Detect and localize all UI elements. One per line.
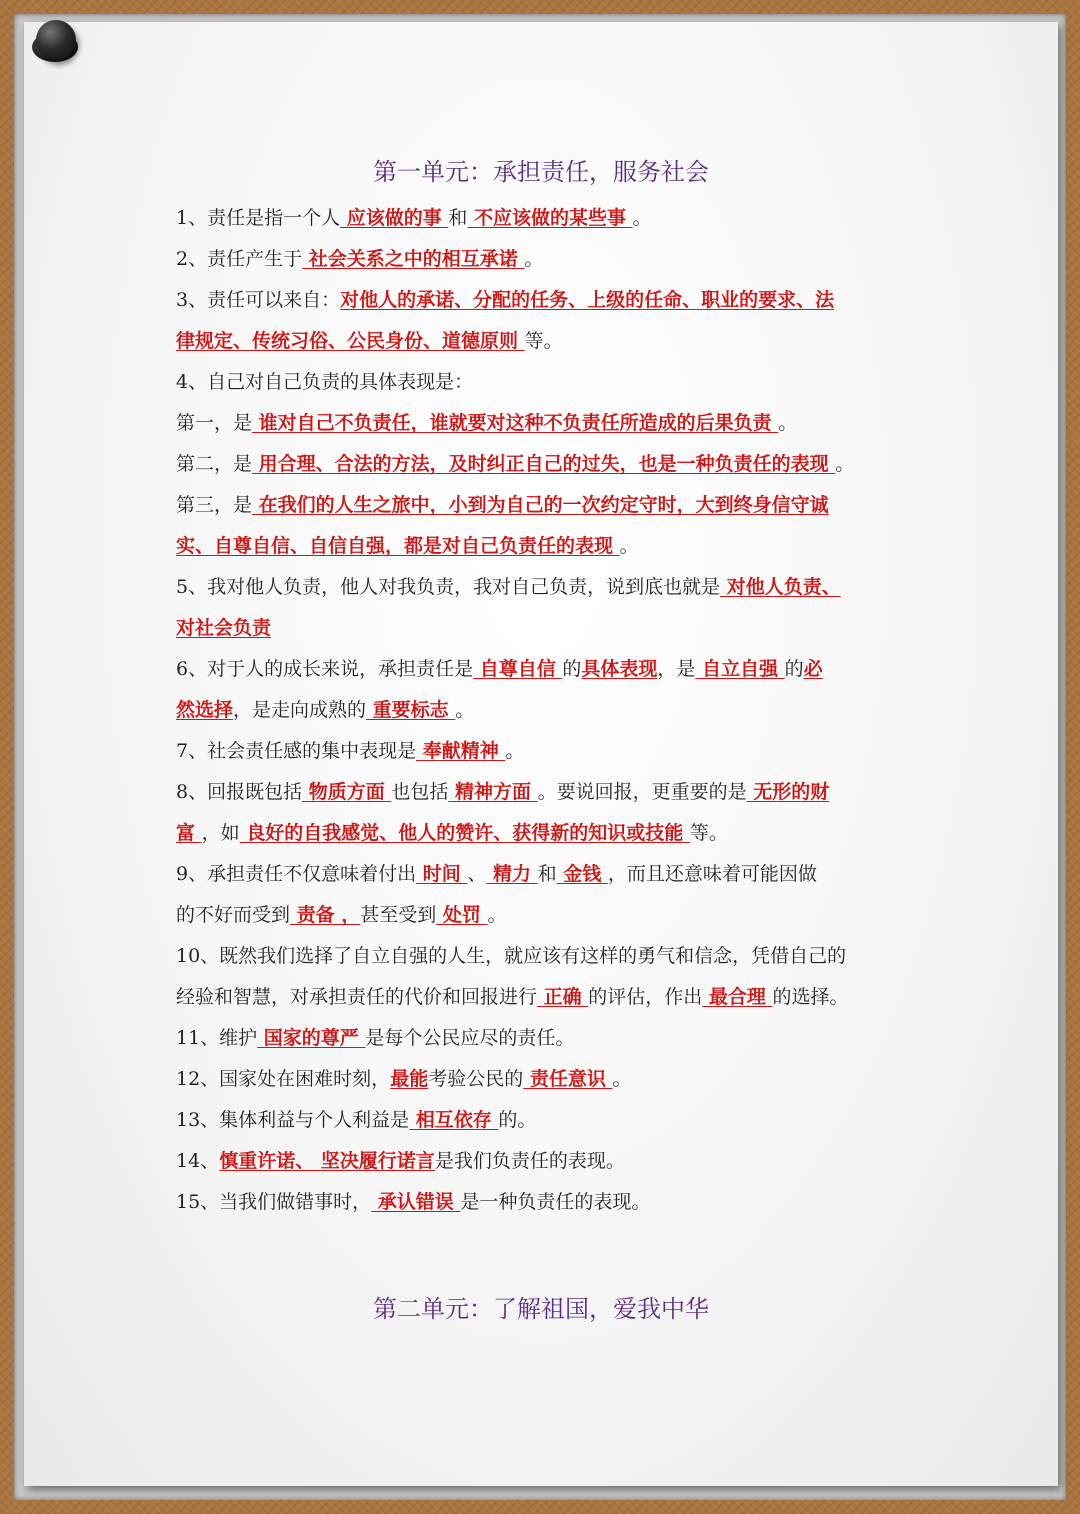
- answer: 良好的自我感觉、他人的赞许、获得新的知识或技能: [239, 822, 690, 844]
- pushpin-icon: [32, 16, 78, 68]
- answer: 最能: [390, 1068, 429, 1090]
- question-10: 10、既然我们选择了自立自强的人生，就应该有这样的勇气和信念，凭借自己的: [176, 945, 847, 967]
- answer: 奉献精神: [416, 740, 506, 762]
- answer: 国家的尊严: [257, 1027, 366, 1049]
- answer: 不应该做的某些事: [467, 207, 633, 229]
- answer: 金钱: [556, 863, 608, 885]
- answer: 物质方面: [302, 781, 392, 803]
- unit2-title: 第二单元：了解祖国，爱我中华: [373, 1295, 709, 1323]
- question-11: 11、维护 国家的尊严 是每个公民应尽的责任。: [176, 1027, 575, 1049]
- question-5-cont: [176, 608, 906, 649]
- answer: 然选择: [176, 699, 234, 721]
- answer: 必: [803, 658, 823, 680]
- answer: 谁对自己不负责任，谁就要对这种不负责任所造成的后果负责: [252, 412, 779, 434]
- answer: 精神方面: [448, 781, 538, 803]
- unit2-section: [176, 1287, 906, 1331]
- question-5: 5、我对他人负责，他人对我负责，我对自己负责，说到底也就是 对他人负责、: [176, 576, 841, 598]
- answer: 社会关系之中的相互承诺: [302, 248, 525, 270]
- answer: 正确: [537, 986, 589, 1008]
- question-4-second: 第二，是 用合理、合法的方法，及时纠正自己的过失，也是一种负责任的表现 。: [176, 453, 855, 475]
- question-7: 7、社会责任感的集中表现是 奉献精神 。: [176, 740, 525, 762]
- answer: 精力: [486, 863, 538, 885]
- answer: 相互依存: [409, 1109, 499, 1131]
- question-9-cont: 的不好而受到 责备 ，甚至受到 处罚 。: [176, 904, 507, 926]
- answer: 在我们的人生之旅中，小到为自己的一次约定守时，大到终身信守诚: [252, 494, 829, 516]
- answer: 慎重许诺、 坚决履行诺言: [219, 1150, 435, 1172]
- answer: 承认错误: [371, 1191, 461, 1213]
- question-13: 13、集体利益与个人利益是 相互依存 的。: [176, 1109, 537, 1131]
- question-4-third: 第三，是 在我们的人生之旅中，小到为自己的一次约定守时，大到终身信守诚: [176, 494, 829, 516]
- question-2: 2、责任产生于 社会关系之中的相互承诺 。: [176, 248, 544, 270]
- answer: 责备 ，: [290, 904, 361, 926]
- answer: 具体表现: [581, 658, 658, 680]
- question-12: 12、国家处在困难时刻，最能考验公民的 责任意识 。: [176, 1068, 632, 1090]
- answer: 重要标志: [366, 699, 456, 721]
- answer: 时间: [416, 863, 468, 885]
- question-8: 8、回报既包括 物质方面 也包括 精神方面 。要说回报，更重要的是 无形的财: [176, 781, 830, 803]
- question-8-cont: 富 ，如 良好的自我感觉、他人的赞许、获得新的知识或技能 等。: [176, 822, 728, 844]
- question-14: 14、慎重许诺、 坚决履行诺言是我们负责任的表现。: [176, 1150, 625, 1172]
- unit1-title: 第一单元：承担责任，服务社会: [373, 158, 709, 186]
- answer: 对他人负责、: [720, 576, 841, 598]
- answer: 最合理: [702, 986, 773, 1008]
- answer: 责任意识: [523, 1068, 613, 1090]
- answer: 富: [176, 822, 202, 844]
- answer: 应该做的事: [340, 207, 449, 229]
- question-9: 9、承担责任不仅意味着付出 时间 、 精力 和 金钱 ，而且还意味着可能因做: [176, 863, 817, 885]
- question-4-third-cont: 实、自尊自信、自信自强，都是对自己负责任的表现 。: [176, 535, 639, 557]
- answer: 对他人的承诺、分配的任务、上级的任命、职业的要求、法: [340, 289, 835, 311]
- question-3: 3、责任可以来自：对他人的承诺、分配的任务、上级的任命、职业的要求、法: [176, 289, 835, 311]
- answer: 实、自尊自信、自信自强，都是对自己负责任的表现: [176, 535, 620, 557]
- question-10-cont: 经验和智慧，对承担责任的代价和回报进行 正确 的评估，作出 最合理 的选择。: [176, 986, 849, 1008]
- answer: 律规定、传统习俗、公民身份、道德原则: [176, 330, 525, 352]
- answer: 处罚: [436, 904, 488, 926]
- question-6-cont: 然选择，是走向成熟的 重要标志 。: [176, 699, 475, 721]
- unit1-section: [176, 150, 906, 1223]
- question-3-cont: 律规定、传统习俗、公民身份、道德原则 等。: [176, 330, 563, 352]
- question-1: 1、责任是指一个人 应该做的事 和 不应该做的某些事 。: [176, 207, 652, 229]
- answer: 自尊自信: [473, 658, 563, 680]
- question-6: 6、对于人的成长来说，承担责任是 自尊自信 的具体表现，是 自立自强 的必: [176, 658, 823, 680]
- answer: 对社会负责: [176, 617, 272, 639]
- answer: 用合理、合法的方法，及时纠正自己的过失，也是一种负责任的表现: [252, 453, 836, 475]
- question-15: 15、当我们做错事时， 承认错误 是一种负责任的表现。: [176, 1191, 651, 1213]
- answer: 无形的财: [746, 781, 830, 803]
- question-4: 4、自己对自己负责的具体表现是：: [176, 371, 474, 393]
- answer: 自立自强: [695, 658, 785, 680]
- question-4-first: 第一，是 谁对自己不负责任，谁就要对这种不负责任所造成的后果负责 。: [176, 412, 798, 434]
